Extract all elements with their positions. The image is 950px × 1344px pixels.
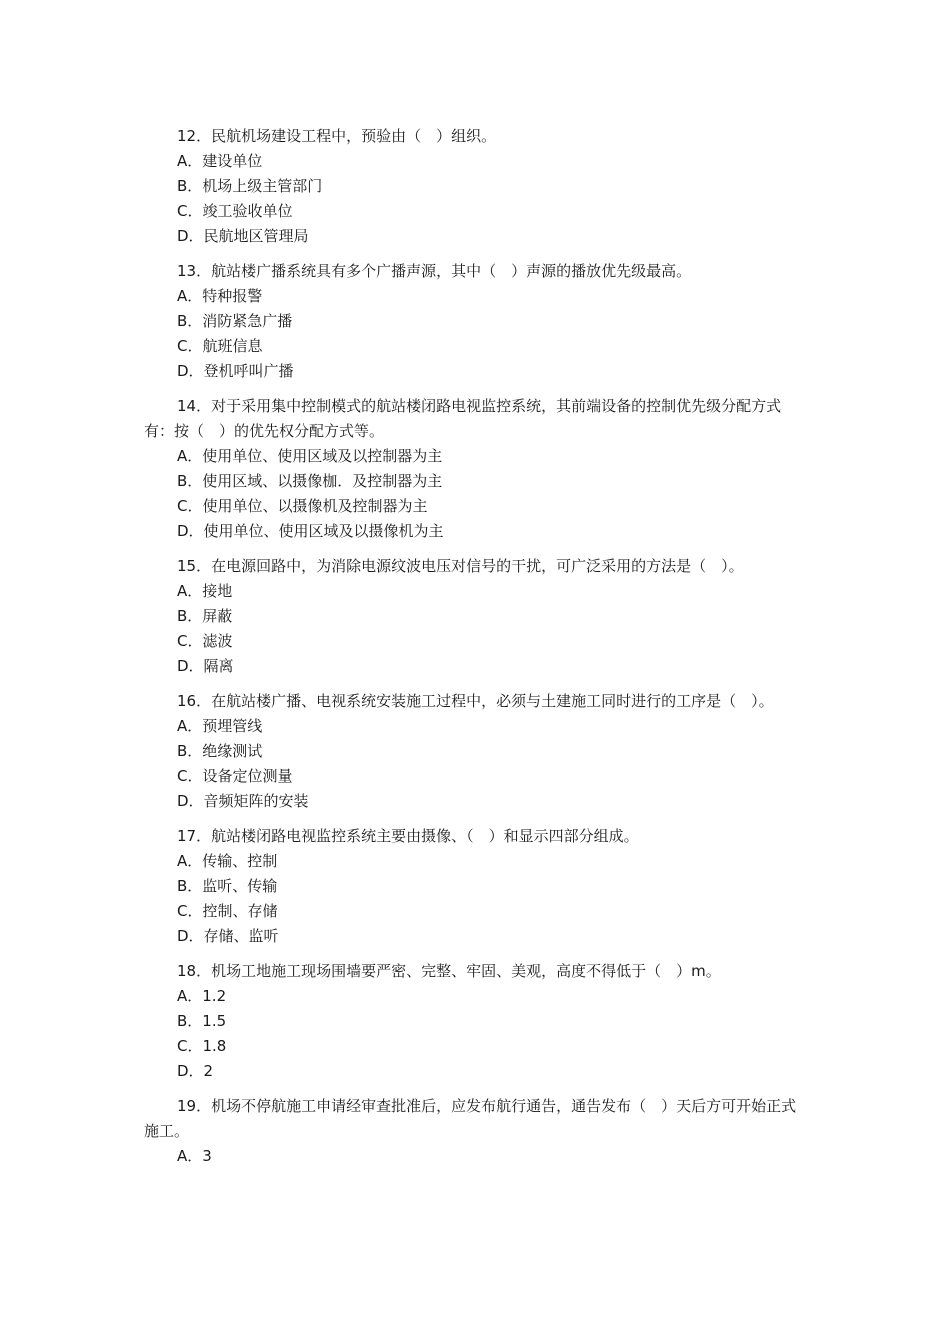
option-b: B．使用区域、以摄像枷．及控制器为主 [177, 472, 443, 490]
question-17 [144, 824, 809, 949]
question-13 [144, 259, 809, 384]
option-a: A．使用单位、使用区域及以控制器为主 [177, 447, 443, 465]
option-c: C．航班信息 [177, 337, 263, 355]
option-b: B．绝缘测试 [177, 742, 263, 760]
option-b: B．机场上级主管部门 [177, 177, 323, 195]
option-a: A．特种报警 [177, 287, 263, 305]
question-stem: 16．在航站楼广播、电视系统安装施工过程中，必须与土建施工同时进行的工序是（ ）。 [177, 692, 774, 710]
option-a: A．接地 [177, 582, 233, 600]
option-d: D．2 [177, 1062, 214, 1080]
option-b: B．1.5 [177, 1012, 227, 1030]
option-c: C．控制、存储 [177, 902, 278, 920]
question-stem: 13．航站楼广播系统具有多个广播声源，其中（ ）声源的播放优先级最高。 [177, 262, 692, 280]
question-19 [144, 1094, 809, 1169]
option-c: C．设备定位测量 [177, 767, 293, 785]
question-16 [144, 689, 809, 814]
option-c: C．使用单位、以摄像机及控制器为主 [177, 497, 428, 515]
option-b: B．监听、传输 [177, 877, 278, 895]
option-d: D．登机呼叫广播 [177, 362, 294, 380]
option-b: B．消防紧急广播 [177, 312, 293, 330]
option-a: A．建设单位 [177, 152, 263, 170]
question-18 [144, 959, 809, 1084]
question-12 [144, 124, 809, 249]
question-stem: 15．在电源回路中，为消除电源纹波电压对信号的干扰，可广泛采用的方法是（ ）。 [177, 557, 744, 575]
option-a: A．传输、控制 [177, 852, 278, 870]
option-a: A．预埋管线 [177, 717, 263, 735]
option-a: A．3 [177, 1147, 212, 1165]
option-b: B．屏蔽 [177, 607, 233, 625]
option-d: D．音频矩阵的安装 [177, 792, 309, 810]
question-15 [144, 554, 809, 679]
question-stem: 14．对于采用集中控制模式的航站楼闭路电视监控系统，其前端设备的控制优先级分配方式有：按（ ）的优先权分配方式等。 [144, 397, 782, 440]
question-stem: 19．机场不停航施工申请经审查批准后，应发布航行通告，通告发布（ ）天后方可开始正式施工。 [144, 1097, 797, 1140]
question-stem: 18．机场工地施工现场围墙要严密、完整、牢固、美观，高度不得低于（ ）m。 [177, 962, 721, 980]
option-d: D．民航地区管理局 [177, 227, 309, 245]
option-c: C．竣工验收单位 [177, 202, 293, 220]
question-14 [144, 394, 809, 544]
question-list [144, 124, 809, 1179]
option-c: C．滤波 [177, 632, 233, 650]
option-d: D．存储、监听 [177, 927, 279, 945]
option-a: A．1.2 [177, 987, 227, 1005]
option-d: D．隔离 [177, 657, 234, 675]
option-d: D．使用单位、使用区域及以摄像机为主 [177, 522, 444, 540]
option-c: C．1.8 [177, 1037, 227, 1055]
question-stem: 17．航站楼闭路电视监控系统主要由摄像、（ ）和显示四部分组成。 [177, 827, 639, 845]
question-stem: 12．民航机场建设工程中，预验由（ ）组织。 [177, 127, 497, 145]
